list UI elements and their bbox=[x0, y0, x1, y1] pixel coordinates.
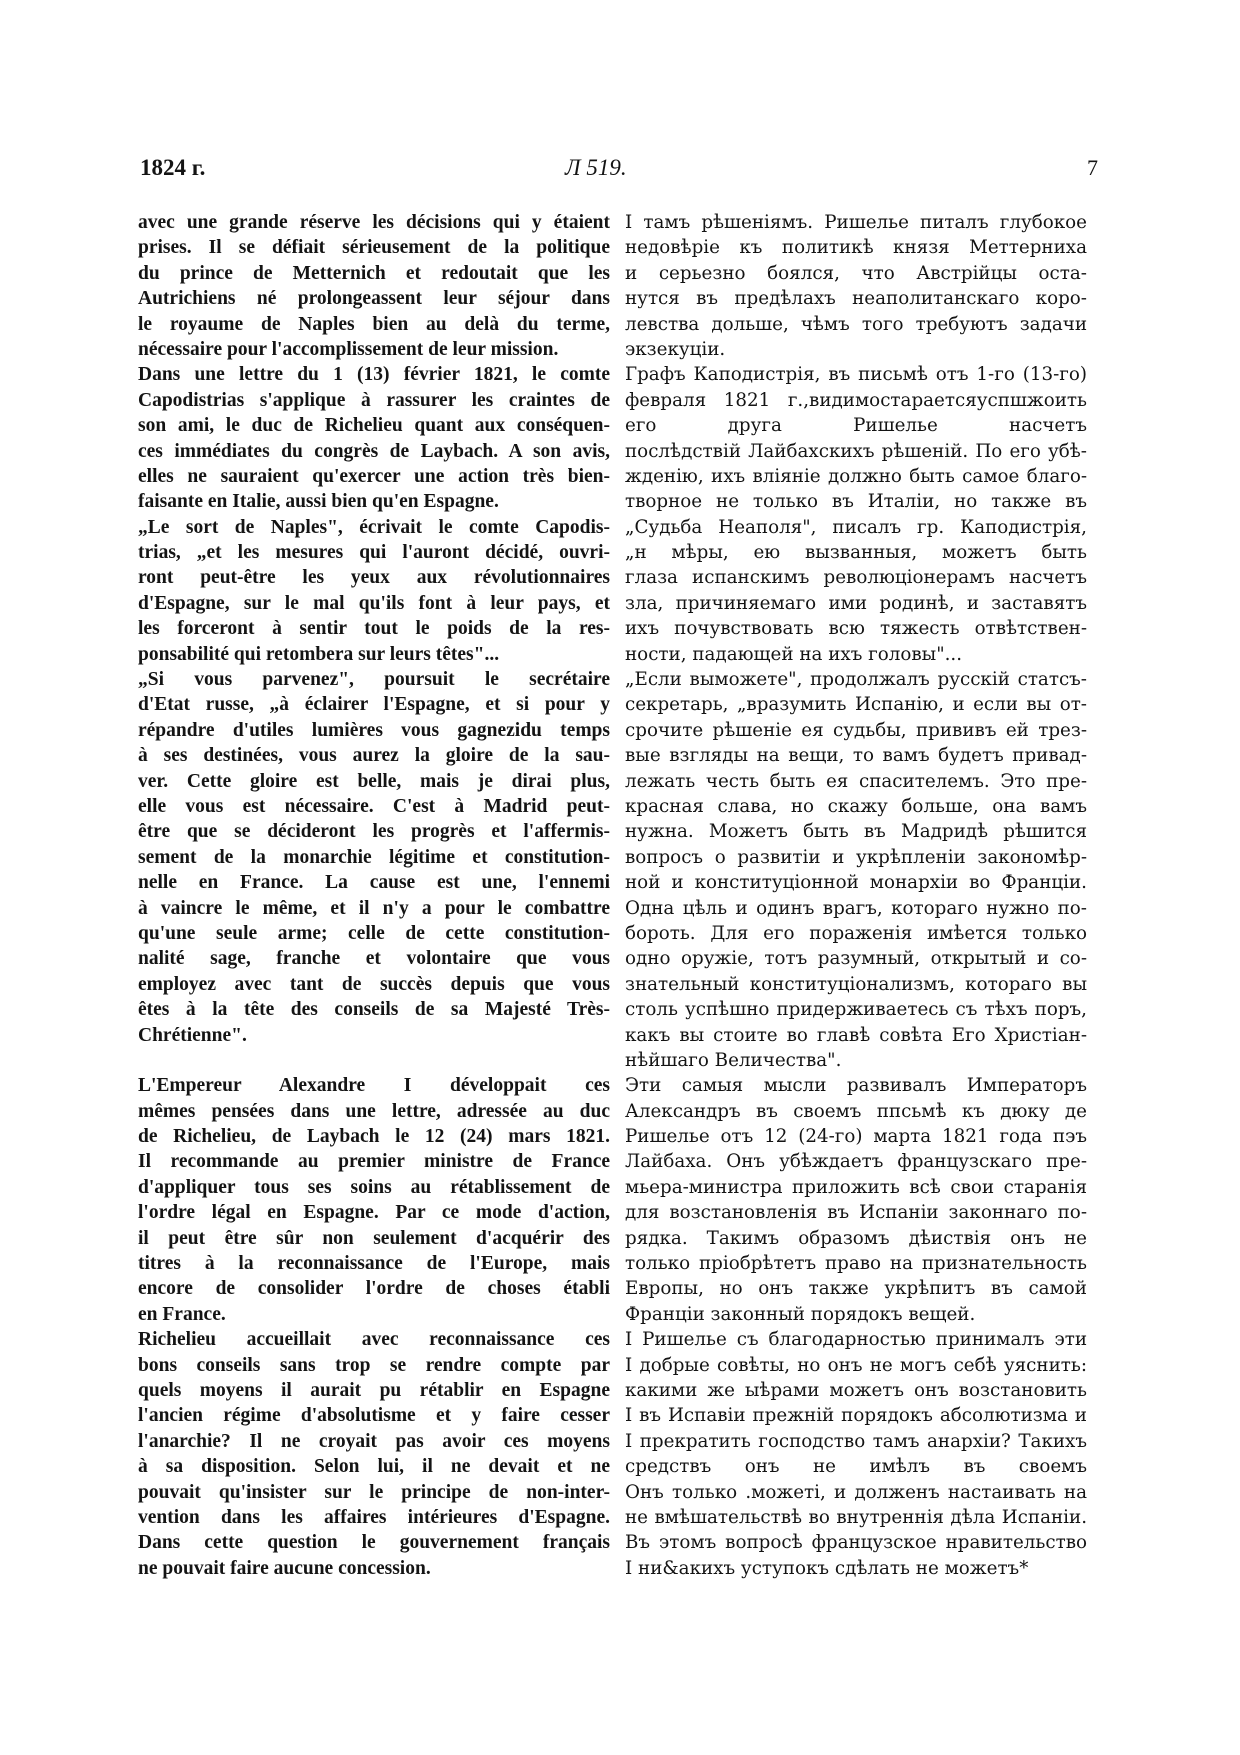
french-text-line: Capodistrias s'applique à rassurer les craintes de bbox=[138, 389, 610, 411]
russian-text-line: творное не только въ Италіи, но также въ bbox=[625, 491, 1087, 513]
french-text-line: Richelieu accueillait avec reconnaissance ces bbox=[138, 1329, 610, 1351]
header-document-reference: Л 519. bbox=[565, 155, 627, 180]
french-text-line: d'Espagne, sur le mal qu'ils font à leur pays, et bbox=[138, 592, 610, 614]
russian-text-line: секретарь, „вразумить Испанію, и если вы от- bbox=[625, 694, 1087, 716]
russian-text-line: левства дольше, чѣмъ того требуютъ задачи bbox=[625, 313, 1087, 335]
french-text-line: êtes à la tête des conseils de sa Majesté Très- bbox=[138, 999, 610, 1021]
french-text-line: le royaume de Naples bien au delà du terme, bbox=[138, 313, 610, 335]
russian-text-line: нужна. Можетъ быть въ Мадридѣ рѣшится bbox=[625, 821, 1087, 843]
french-text-line: du prince de Metternich et redoutait que les bbox=[138, 262, 610, 284]
french-text-line: „Le sort de Naples", écrivait le comte Capodis- bbox=[138, 516, 610, 538]
french-text-line: trias, „et les mesures qui l'auront décidé, ouvri- bbox=[138, 542, 610, 564]
french-text-line: faisante en Italie, aussi bien qu'en Espagne. bbox=[138, 491, 499, 513]
french-text-line: être que se décideront les progrès et l'affermis- bbox=[138, 821, 610, 843]
russian-text-line: жденію, ихъ вліяніе должно быть самое благо- bbox=[625, 465, 1087, 487]
french-text-line: L'Empereur Alexandre I développait ces bbox=[138, 1075, 610, 1097]
russian-text-line: „Судьба Неаполя", писалъ гр. Каподистрія, bbox=[625, 516, 1087, 538]
russian-text-line: экзекуціи. bbox=[625, 338, 726, 360]
french-text-line: l'anarchie? Il ne croyait pas avoir ces moyens bbox=[138, 1430, 610, 1452]
russian-text-line: Александръ въ своемъ ппсьмѣ къ дюку де bbox=[625, 1100, 1087, 1122]
page-header bbox=[140, 155, 1098, 195]
russian-text-line: зла, причиняемаго ими родинѣ, и заставятъ bbox=[625, 592, 1087, 614]
russian-text-line: февраля 1821 г.,видимостараетсяуспшжоить bbox=[625, 389, 1087, 411]
french-text-line: de Richelieu, de Laybach le 12 (24) mars 1821. bbox=[138, 1126, 610, 1148]
french-text-line: l'ordre légal en Espagne. Par ce mode d'action, bbox=[138, 1202, 610, 1224]
french-text-line: à vaincre le même, et il n'y a pour le combattre bbox=[138, 897, 610, 919]
russian-text-line: глаза испанскимъ революціонерамъ насчетъ bbox=[625, 567, 1087, 589]
russian-text-line: и серьезно боялся, что Австрійцы оста- bbox=[625, 262, 1087, 284]
french-text-line: employez avec tant de succès depuis que vous bbox=[138, 973, 610, 995]
russian-text-line: бороть. Для его пораженія имѣется только bbox=[625, 922, 1087, 944]
french-text-line: l'ancien régime d'absolutisme et y faire cesser bbox=[138, 1405, 610, 1427]
french-text-line: en France. bbox=[138, 1303, 226, 1325]
russian-text-line: какими же ыѣрами можетъ онъ возстановить bbox=[625, 1379, 1087, 1401]
french-text-line: „Si vous parvenez", poursuit le secrétaire bbox=[138, 669, 610, 691]
french-text-line: prises. Il se défiait sérieusement de la politique bbox=[138, 237, 610, 259]
russian-text-line: ности, падающей на ихъ головы"... bbox=[625, 643, 963, 665]
russian-text-line: I ни&акихъ уступокъ сдѣлать не можетъ* bbox=[625, 1557, 1029, 1579]
french-text-line: vention dans les affaires intérieures d'Espagne. bbox=[138, 1506, 610, 1528]
russian-text-line: рядка. Такимъ образомъ дѣиствія онъ не bbox=[625, 1227, 1087, 1249]
russian-text-line: Графъ Каподистрія, въ письмѣ отъ 1-го (13-го) bbox=[625, 364, 1087, 386]
french-text-line: à ses destinées, vous aurez la gloire de la sau- bbox=[138, 745, 610, 767]
russian-text-column bbox=[625, 210, 1087, 1581]
french-text-line: ces immédiates du congrès de Laybach. A son avis, bbox=[138, 440, 610, 462]
french-text-line: nelle en France. La cause est une, l'ennemi bbox=[138, 872, 610, 894]
french-text-line: son ami, le duc de Richelieu quant aux conséquen- bbox=[138, 415, 610, 437]
french-text-line: à sa disposition. Selon lui, il ne devait et ne bbox=[138, 1456, 610, 1478]
russian-text-line: I тамъ рѣшеніямъ. Ришелье питалъ глубокое bbox=[625, 212, 1087, 233]
russian-text-line: для возстановленія въ Испаніи законнаго по- bbox=[625, 1202, 1087, 1224]
french-text-line: bons conseils sans trop se rendre compte par bbox=[138, 1354, 610, 1376]
russian-text-line: его друга Ришелье насчетъ bbox=[625, 415, 1087, 437]
french-text-line: il peut être sûr non seulement d'acquérir des bbox=[138, 1227, 610, 1249]
russian-text-line: мьера-министра приложить всѣ свои старанія bbox=[625, 1176, 1087, 1198]
french-text-line: ver. Cette gloire est belle, mais je dirai plus, bbox=[138, 770, 610, 792]
french-text-line: Dans une lettre du 1 (13) février 1821, le comte bbox=[138, 364, 610, 386]
russian-text-line: ихъ почувствовать всю тяжесть отвѣтствен- bbox=[625, 618, 1087, 640]
russian-text-line: средствъ онъ не имѣлъ въ своемъ bbox=[625, 1456, 1087, 1478]
russian-text-line: какъ вы стоите во главѣ совѣта Его Христіан- bbox=[625, 1024, 1087, 1046]
russian-text-line: нутся въ предѣлахъ неаполитанскаго коро- bbox=[625, 288, 1087, 310]
russian-text-line: нѣйшаго Величества". bbox=[625, 1049, 842, 1071]
french-text-line: elle vous est nécessaire. C'est à Madrid peut- bbox=[138, 795, 610, 817]
french-text-line: répandre d'utiles lumières vous gagnezidu temps bbox=[138, 719, 610, 741]
russian-text-line: срочите рѣшеніе ея судьбы, прививъ ей трез- bbox=[625, 719, 1087, 741]
french-text-line: elles ne sauraient qu'exercer une action très bien- bbox=[138, 465, 610, 487]
russian-text-line: I Ришелье съ благодарностью принималъ эти bbox=[625, 1329, 1087, 1351]
russian-text-line: Эти самыя мысли развивалъ Императоръ bbox=[625, 1075, 1087, 1097]
russian-text-line: знательный конституціонализмъ, котораго вы bbox=[625, 973, 1087, 995]
header-year: 1824 г. bbox=[140, 155, 206, 180]
russian-text-line: столь успѣшно придерживаетесь съ тѣхъ поръ, bbox=[625, 999, 1087, 1021]
french-text-line: Il recommande au premier ministre de France bbox=[138, 1151, 610, 1173]
russian-text-line: Одна цѣль и одинъ врагъ, котораго нужно по- bbox=[625, 897, 1087, 919]
russian-text-line: „н мѣры, ею вызванныя, можетъ быть bbox=[625, 542, 1087, 564]
french-text-line: quels moyens il aurait pu rétablir en Espagne bbox=[138, 1379, 610, 1401]
french-text-line: mêmes pensées dans une lettre, adressée au duc bbox=[138, 1100, 610, 1122]
russian-text-line: вые взгляды на вещи, то вамъ будетъ привад- bbox=[625, 745, 1087, 767]
french-text-line: ponsabilité qui retombera sur leurs têtes"... bbox=[138, 643, 500, 665]
russian-text-line: I въ Испавіи прежній порядокъ абсолютизма и bbox=[625, 1405, 1087, 1427]
french-text-line: avec une grande réserve les décisions qui y étaient bbox=[138, 212, 610, 233]
russian-text-line: „Если выможете", продолжалъ русскій статсъ- bbox=[625, 669, 1087, 691]
french-text-line: d'appliquer tous ses soins au rétablissement de bbox=[138, 1176, 610, 1198]
russian-text-line: Лайбаха. Онъ убѣждаетъ французскаго пре- bbox=[625, 1151, 1087, 1173]
french-text-line: Dans cette question le gouvernement français bbox=[138, 1532, 610, 1554]
russian-text-line: одно оружіе, тотъ разумный, открытый и со- bbox=[625, 948, 1087, 970]
french-text-line: ront peut-être les yeux aux révolutionnaires bbox=[138, 567, 610, 589]
russian-text-line: красная слава, но скажу больше, она вамъ bbox=[625, 795, 1087, 817]
french-text-line: Chrétienne". bbox=[138, 1024, 247, 1046]
page-number: 7 bbox=[1087, 155, 1098, 180]
russian-text-line: не вмѣшательствѣ во внутреннія дѣла Испаніи. bbox=[625, 1506, 1087, 1528]
russian-text-line: Ришелье отъ 12 (24-го) марта 1821 года пэъ bbox=[625, 1126, 1087, 1148]
russian-text-line: I добрые совѣты, но онъ не могъ себѣ уяснить: bbox=[625, 1354, 1087, 1376]
russian-text-line: Онъ только .можеті, и долженъ настаивать на bbox=[625, 1481, 1087, 1503]
french-text-line: nécessaire pour l'accomplissement de leur mission. bbox=[138, 338, 559, 360]
russian-text-line: I прекратить господство тамъ анархіи? Такихъ bbox=[625, 1430, 1087, 1452]
russian-text-line: недовѣріе къ политикѣ князя Меттерниха bbox=[625, 237, 1087, 259]
french-text-line: qu'une seule arme; celle de cette constitution- bbox=[138, 922, 610, 944]
russian-text-line: Франціи законный порядокъ вещей. bbox=[625, 1303, 976, 1325]
french-text-column bbox=[138, 210, 610, 1581]
french-text-line: d'Etat russe, „à éclairer l'Espagne, et si pour y bbox=[138, 694, 610, 716]
french-text-line: Autrichiens né prolongeassent leur séjour dans bbox=[138, 288, 610, 310]
french-text-line: ne pouvait faire aucune concession. bbox=[138, 1557, 431, 1579]
french-text-line: sement de la monarchie légitime et constitution- bbox=[138, 846, 610, 868]
french-text-line: nalité sage, franche et volontaire que vous bbox=[138, 948, 610, 970]
french-text-line bbox=[138, 1048, 610, 1073]
french-text-line: pouvait qu'insister sur le principe de non-inter- bbox=[138, 1481, 610, 1503]
russian-text-line: ной и конституціонной монархіи во Франціи. bbox=[625, 872, 1087, 894]
french-text-line: titres à la reconnaissance de l'Europe, mais bbox=[138, 1253, 610, 1275]
french-text-line: les forceront à sentir tout le poids de la res- bbox=[138, 618, 610, 640]
russian-text-line: лежать честь быть ея спасителемъ. Это пре- bbox=[625, 770, 1087, 792]
russian-text-line: Въ этомъ вопросѣ французское нравительство bbox=[625, 1532, 1087, 1554]
russian-text-line: послѣдствій Лайбахскихъ рѣшеній. По его убѣ- bbox=[625, 440, 1087, 462]
russian-text-line: только пріобрѣтетъ право на признательность bbox=[625, 1253, 1087, 1275]
russian-text-line: Европы, но онъ также укрѣпитъ въ самой bbox=[625, 1278, 1087, 1300]
russian-text-line: вопросъ о развитіи и укрѣпленіи закономѣр- bbox=[625, 846, 1087, 868]
french-text-line: encore de consolider l'ordre de choses établi bbox=[138, 1278, 610, 1300]
